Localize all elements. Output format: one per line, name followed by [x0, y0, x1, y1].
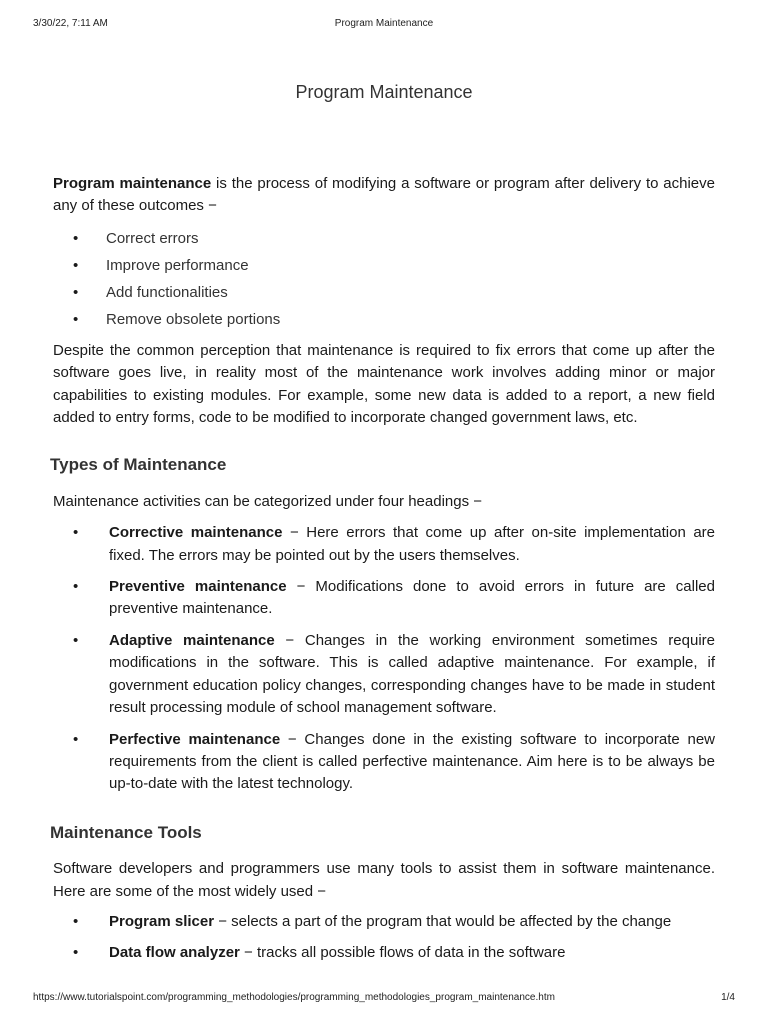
print-title: Program Maintenance	[334, 18, 434, 29]
bullet-icon: •	[73, 631, 79, 649]
outcomes-list	[53, 228, 715, 336]
tools-list	[53, 911, 715, 965]
tools-lead: Software developers and programmers use many tools to assist them in software maintenance. Here are some of the most widely used −	[53, 860, 715, 900]
page-title: Program Maintenance	[295, 82, 473, 102]
types-lead: Maintenance activities can be categorized under four headings −	[53, 492, 483, 510]
article-body	[50, 173, 716, 965]
list-item: • Remove obsolete portions	[53, 309, 715, 336]
intro-term: Program maintenance	[53, 175, 212, 192]
source-url: https://www.tutorialspoint.com/programming_methodologies/programming_methodologies_program_maintenance.htm	[33, 992, 555, 1003]
list-item: • Improve performance	[53, 255, 715, 282]
bullet-icon: •	[73, 578, 79, 596]
bullet-icon: •	[73, 730, 79, 748]
page-number: 1/4	[721, 992, 735, 1003]
bullet-icon: •	[73, 912, 79, 930]
types-heading: Types of Maintenance	[50, 455, 227, 475]
types-list	[53, 522, 715, 795]
print-header	[33, 18, 735, 32]
intro-paragraph	[53, 173, 715, 218]
bullet-icon: •	[73, 283, 79, 301]
list-item: • Corrective maintenance − Here errors that come up after on-site implementation are fixed. The errors may be pointed out by the users themselves.	[73, 524, 715, 564]
bullet-icon: •	[73, 310, 79, 328]
list-item: • Perfective maintenance − Changes done in the existing software to incorporate new requirements from the client is called perfective maintenance. Aim here is to be always be up-to-date with the latest technology.	[73, 730, 716, 793]
print-footer	[33, 992, 735, 1006]
bullet-icon: •	[73, 944, 79, 962]
bullet-icon: •	[73, 256, 79, 274]
list-item: • Adaptive maintenance − Changes in the working environment sometimes require modifications in the software. This is called adaptive maintenance. For example, if government education policy changes, corresponding changes have to be made in student result processing module of school management software.	[73, 631, 715, 717]
intro-text: is the process of modifying a software or program after delivery to achieve any of these outcomes −	[53, 175, 715, 215]
perception-paragraph: Despite the common perception that maintenance is required to fix errors that come up after the software goes live, in reality most of the maintenance work involves adding minor or major capabilities to existing modules. For example, some new data is added to a report, a new field added to entry forms, code to be modified to incorporate changed government laws, etc.	[53, 341, 715, 427]
list-item: • Add functionalities	[53, 282, 715, 309]
bullet-icon: •	[73, 229, 79, 247]
bullet-icon: •	[73, 524, 79, 542]
print-datetime: 3/30/22, 7:11 AM	[33, 18, 108, 29]
tools-heading: Maintenance Tools	[50, 822, 202, 842]
list-item: • Correct errors	[53, 228, 715, 255]
list-item: • Data flow analyzer − tracks all possible flows of data in the software	[53, 942, 715, 964]
list-item: • Preventive maintenance − Modifications done to avoid errors in future are called preventive maintenance.	[73, 578, 715, 618]
list-item: • Program slicer − selects a part of the program that would be affected by the change	[53, 911, 715, 933]
